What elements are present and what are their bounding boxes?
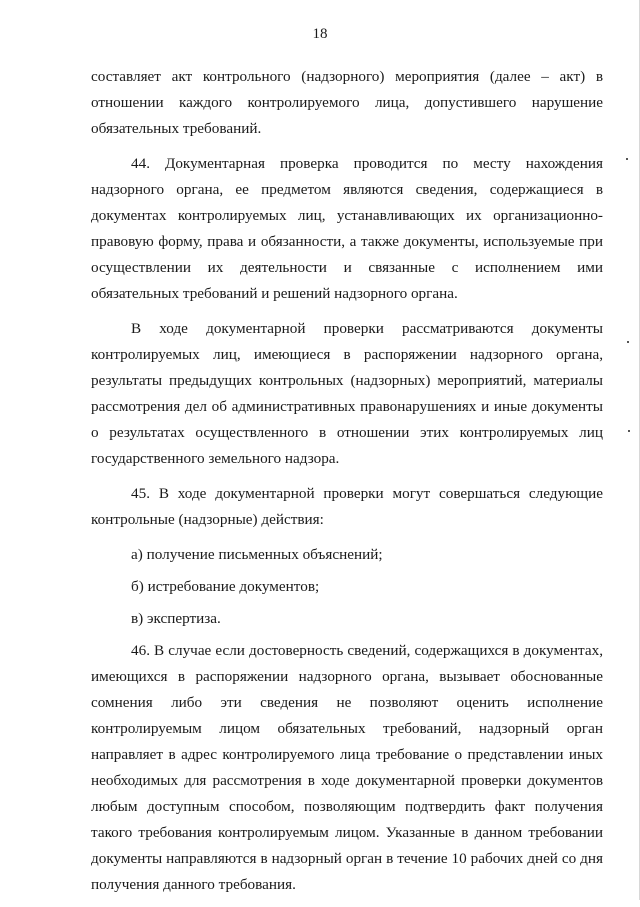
list-item-a: а) получение письменных объяснений; bbox=[131, 546, 383, 563]
paragraph-46: 46. В случае если достоверность сведений, содержащихся в документах, имеющихся в распоряжении надзорного органа, вызывает обоснованные сомнения либо эти сведения не позволяют оценить исполнение контролируемым лицом обязательных требований, надзорный орган направляет в адрес контролируемого лица требование о представлении иных необходимых для рассмотрения в ходе документарной проверки документов любым доступным способом, позволяющим подтвердить факт получения такого требования контролируемым лицом. Указанные в данном требовании документы направляются в надзорный орган в течение 10 рабочих дней со дня получения данного требования. bbox=[91, 642, 603, 893]
paragraph-44-review: В ходе документарной проверки рассматриваются документы контролируемых лиц, имеющиеся в распоряжении надзорного органа, результаты предыдущих контрольных (надзорных) мероприятий, материалы рассмотрения дел об административных правонарушениях и иные документы о результатах осуществленного в отношении этих контролируемых лиц государственного земельного надзора. bbox=[91, 320, 603, 467]
scan-speck bbox=[627, 341, 629, 343]
list-item-c: в) экспертиза. bbox=[131, 610, 221, 627]
page-number: 18 bbox=[312, 26, 328, 42]
paragraph-44: 44. Документарная проверка проводится по месту нахождения надзорного органа, ее предметом являются сведения, содержащиеся в документах контролируемых лиц, устанавливающих их организационно-правовую форму, права и обязанности, а также документы, используемые при осуществлении их деятельности и связанные с исполнением ими обязательных требований и решений надзорного органа. bbox=[91, 155, 603, 302]
document-body bbox=[91, 64, 603, 907]
list-item-b: б) истребование документов; bbox=[131, 578, 320, 595]
paragraph-continuation: составляет акт контрольного (надзорного) мероприятия (далее – акт) в отношении каждого контролируемого лица, допустившего нарушение обязательных требований. bbox=[91, 68, 603, 137]
scan-speck bbox=[626, 158, 628, 160]
paragraph-45: 45. В ходе документарной проверки могут совершаться следующие контрольные (надзорные) действия: bbox=[91, 485, 603, 528]
scan-speck bbox=[628, 430, 630, 432]
